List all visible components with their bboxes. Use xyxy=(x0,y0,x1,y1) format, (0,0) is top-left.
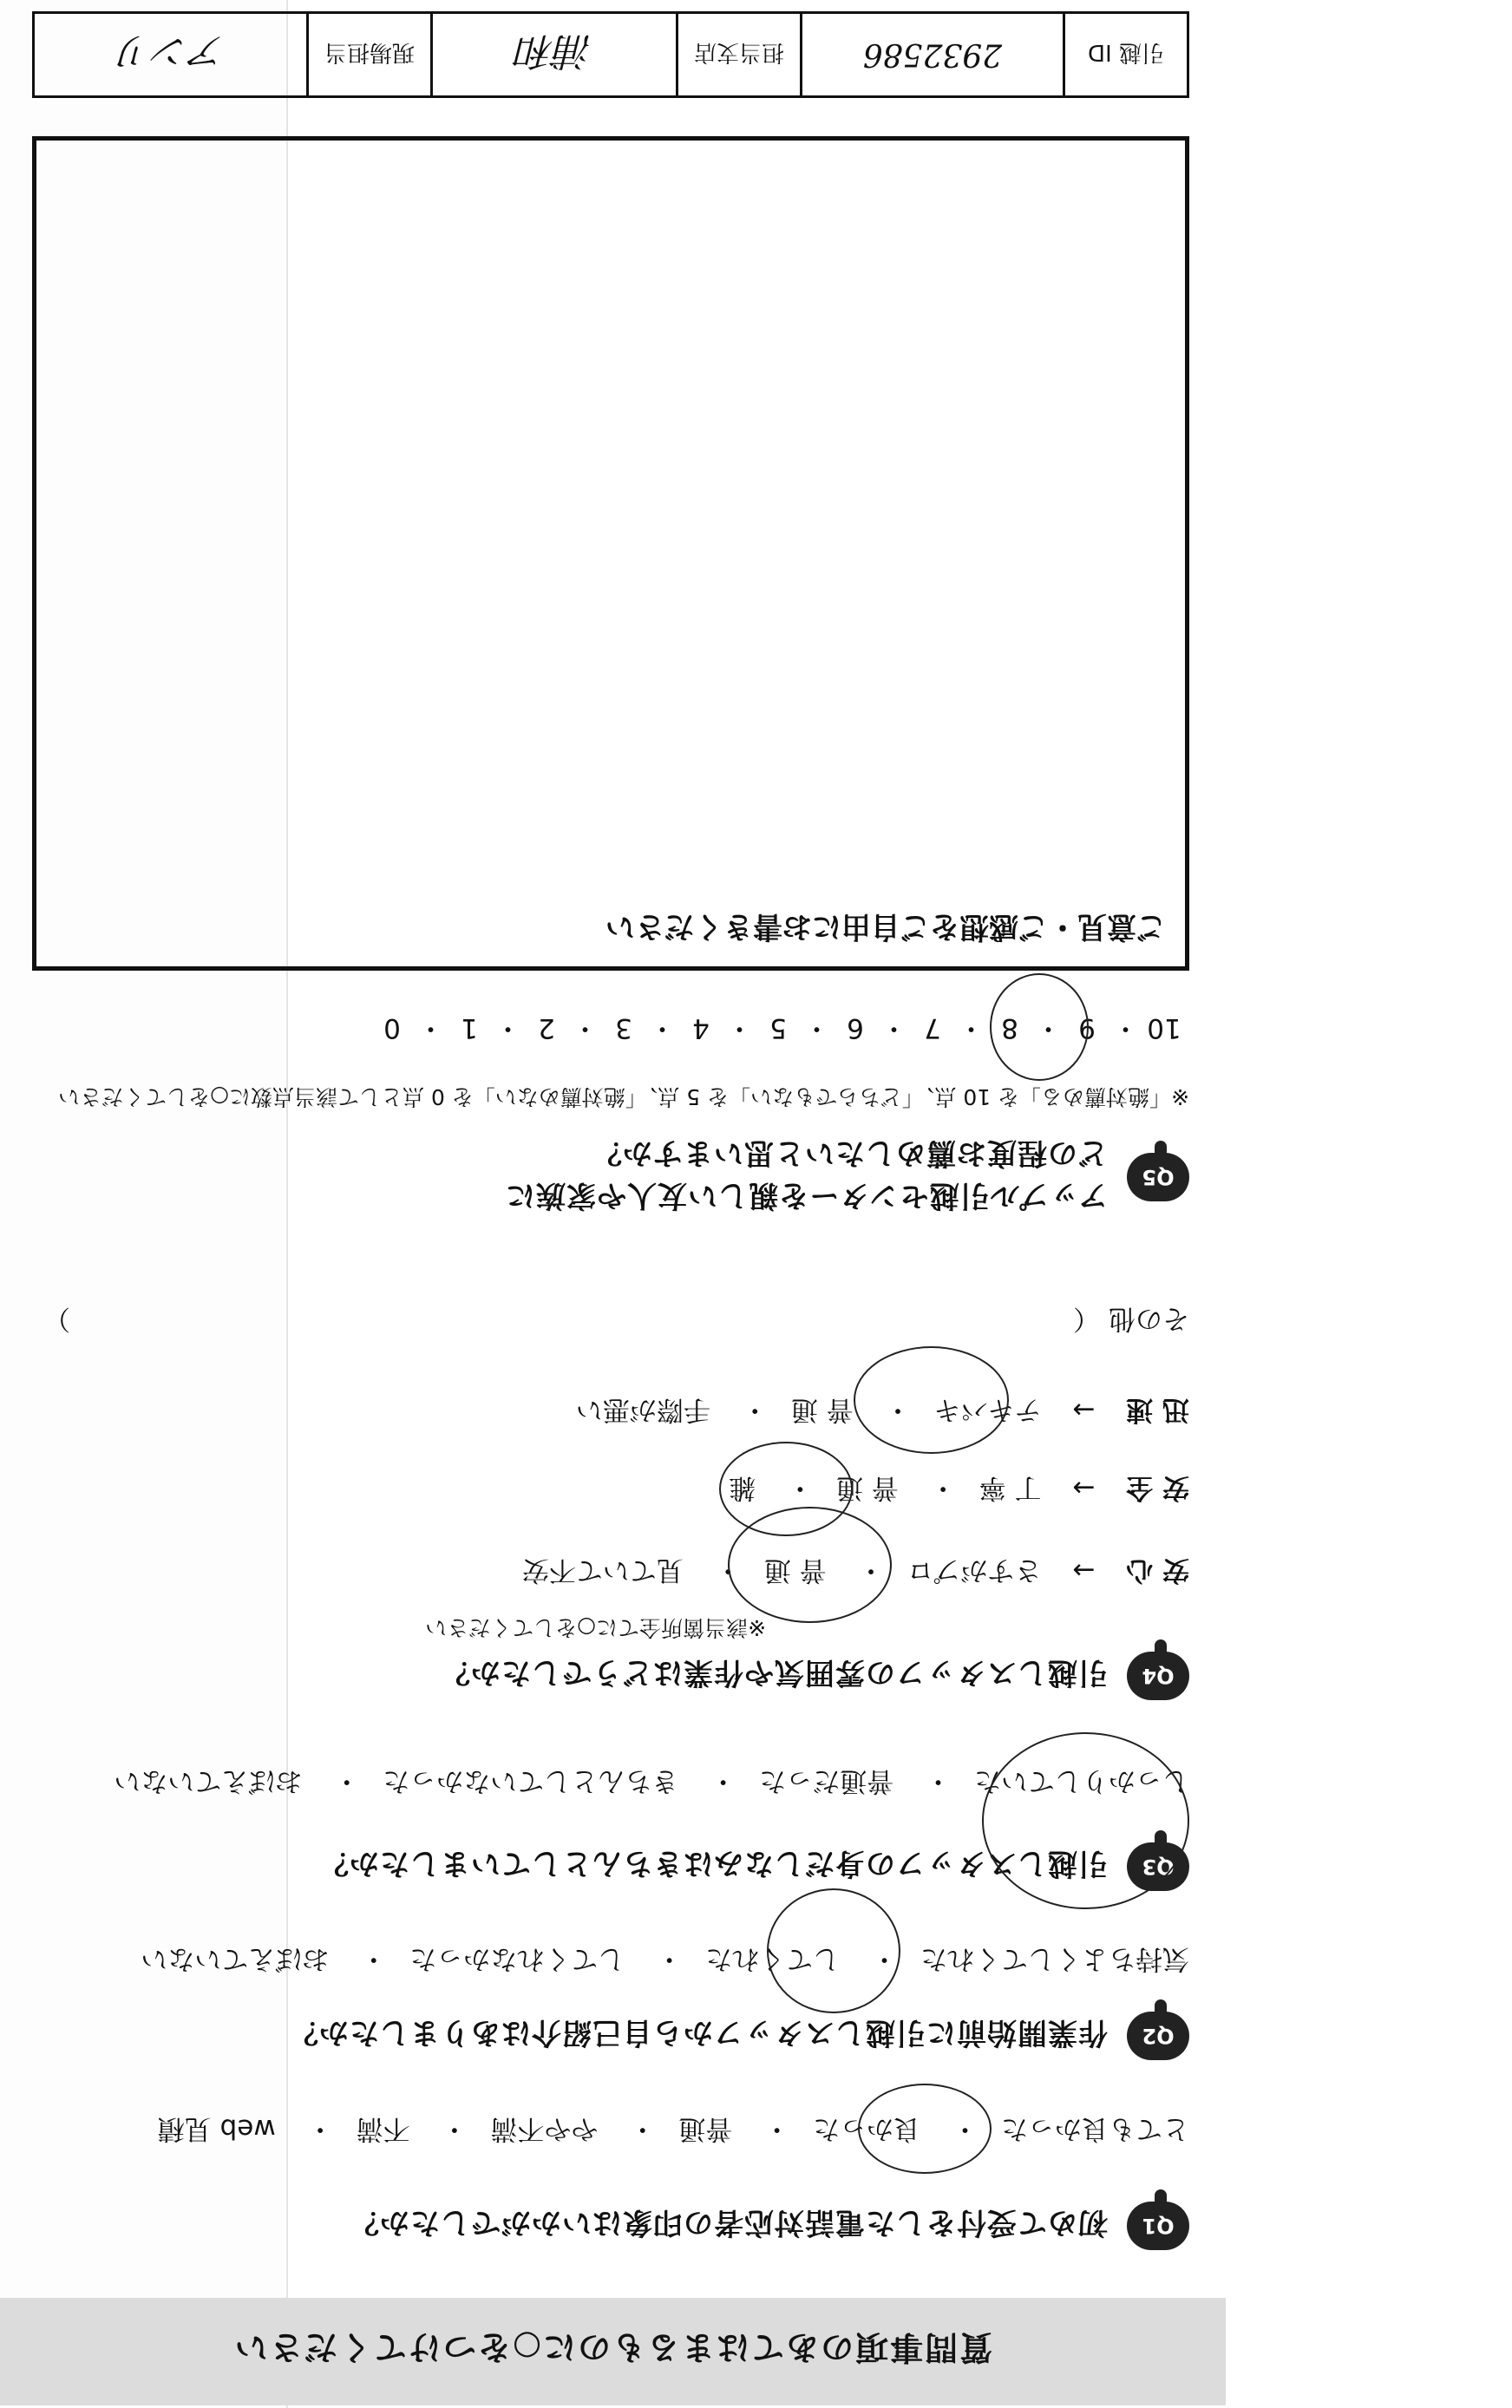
row-label: 迅 速 xyxy=(1126,1394,1189,1425)
instruction-text: 質問事項のあてはまるものに○をつけてください xyxy=(232,2328,993,2366)
id-label: 引越 ID xyxy=(1063,14,1187,95)
option[interactable]: 見ていて不安 xyxy=(521,1554,684,1586)
option[interactable]: 普通 xyxy=(678,2113,733,2144)
q4-jinsoku-circle xyxy=(854,1346,1009,1454)
score-option[interactable]: 5 xyxy=(769,1012,787,1044)
q2-answer-circle xyxy=(767,1888,900,2013)
q5-line2: どの程度お薦めしたいと思いますか？ xyxy=(592,1135,1108,1170)
option[interactable]: 不満 xyxy=(356,2113,410,2144)
option[interactable]: おぼえていない xyxy=(141,1943,330,1974)
option[interactable]: 手際が悪い xyxy=(575,1394,710,1425)
option[interactable]: 丁 寧 xyxy=(979,1472,1042,1503)
q4-note: ※該当箇所全てに○をしてください xyxy=(425,1615,766,1640)
q4-row-anshin: 安 心 → さすがプロ・ 普 通・ 見ていて不安 xyxy=(521,1554,1189,1586)
question-2 xyxy=(288,2012,1189,2060)
score-option[interactable]: 10 xyxy=(1147,1012,1181,1044)
q5-line1: アップル引越センターを親しい友人や家族に xyxy=(505,1178,1108,1213)
branch-value: 浦和 xyxy=(430,14,676,95)
row-label: 安 全 xyxy=(1126,1472,1189,1503)
q3-text: 引越しスタッフの身だしなみはきちんとしていましたか？ xyxy=(318,1846,1108,1881)
q2-text: 作業開始前に引越しスタッフから自己紹介はありましたか？ xyxy=(288,2015,1108,2051)
q2-badge: Q2 xyxy=(1127,2012,1189,2060)
q4-row-anzen: 安 全 → 丁 寧・ 普 通・ 雑 xyxy=(729,1472,1189,1503)
q3-answer-circle xyxy=(982,1732,1189,1909)
q1-options: とても良かった・ 良かった・ 普通・ やや不満・ 不満・ web 見積 xyxy=(157,2113,1189,2144)
option[interactable]: とても良かった xyxy=(1001,2113,1189,2144)
q1-text: 初めて受付をした電話対応者の印象はいかがでしたか？ xyxy=(349,2205,1108,2241)
arrow: → xyxy=(1072,1554,1096,1586)
other-label: その他 （ xyxy=(1073,1303,1189,1334)
q5-note: ※「絶対薦める」を 10 点、「どちらでもない」を 5 点、「絶対薦めない」を 0 点として該当点数に○をしてください xyxy=(58,1084,1189,1109)
option[interactable]: きちんとしていなかった xyxy=(383,1765,679,1796)
option[interactable]: 普 通 xyxy=(790,1394,854,1425)
q4-row-jinsoku: 迅 速 → テキパキ・ 普 通・ 手際が悪い xyxy=(575,1394,1189,1425)
score-option[interactable]: 7 xyxy=(924,1012,941,1044)
q4-other xyxy=(44,1302,1189,1341)
q4-anzen-circle xyxy=(719,1442,853,1536)
comment-title: ご意見・ご感想をご自由にお書きください xyxy=(605,909,1166,944)
question-5 xyxy=(505,1135,1189,1220)
arrow: → xyxy=(1072,1394,1096,1425)
option[interactable]: 普通だった xyxy=(759,1765,894,1796)
q2-options: 気持ちよくしてくれた・ してくれた・ してくれなかった・ おぼえていない xyxy=(141,1943,1189,1974)
q5-scale: 10・9・8・7・6・5・4・3・2・1・0 xyxy=(367,1011,1189,1050)
score-option[interactable]: 2 xyxy=(538,1012,555,1044)
footer-table xyxy=(32,11,1189,98)
option[interactable]: web 見積 xyxy=(157,2113,276,2144)
option[interactable]: しっかりしていた xyxy=(974,1765,1189,1796)
question-4 xyxy=(440,1652,1189,1700)
staff-value: アンリ xyxy=(114,29,227,73)
option[interactable]: 気持ちよくしてくれた xyxy=(920,1943,1189,1974)
option[interactable]: おぼえていない xyxy=(114,1765,303,1796)
q3-badge: Q3 xyxy=(1127,1842,1189,1891)
score-option[interactable]: 9 xyxy=(1078,1012,1096,1044)
option[interactable]: やや不満 xyxy=(490,2113,599,2144)
score-option[interactable]: 0 xyxy=(383,1012,401,1044)
option[interactable]: 良かった xyxy=(813,2113,921,2144)
score-option[interactable]: 1 xyxy=(461,1012,478,1044)
comment-box[interactable] xyxy=(32,136,1189,971)
option[interactable]: 雑 xyxy=(729,1472,756,1503)
option[interactable]: 普 通 xyxy=(763,1554,827,1586)
q3-options: しっかりしていた・ 普通だった・ きちんとしていなかった・ おぼえていない xyxy=(114,1765,1189,1796)
q5-badge: Q5 xyxy=(1127,1153,1189,1201)
option[interactable]: さすがプロ xyxy=(907,1554,1042,1586)
q5-answer-circle xyxy=(990,973,1089,1081)
option[interactable]: してくれなかった xyxy=(409,1943,625,1974)
option[interactable]: してくれた xyxy=(705,1943,841,1974)
staff-label: 現場担当 xyxy=(306,14,430,95)
question-1 xyxy=(349,2202,1189,2250)
q5-text xyxy=(505,1135,1108,1220)
id-value: 2932586 xyxy=(800,14,1063,95)
score-option[interactable]: 3 xyxy=(615,1012,632,1044)
other-close: ） xyxy=(43,1303,70,1334)
q1-badge: Q1 xyxy=(1127,2202,1189,2250)
option[interactable]: テキパキ xyxy=(933,1394,1042,1425)
score-option[interactable]: 4 xyxy=(692,1012,710,1044)
score-option[interactable]: 6 xyxy=(847,1012,864,1044)
q4-text: 引越しスタッフの雰囲気や作業はどうでしたか？ xyxy=(440,1655,1108,1691)
row-label: 安 心 xyxy=(1126,1554,1189,1586)
option[interactable]: 普 通 xyxy=(835,1472,899,1503)
q4-badge: Q4 xyxy=(1127,1652,1189,1700)
q1-answer-circle xyxy=(858,2084,992,2174)
branch-label: 担当支店 xyxy=(676,14,800,95)
score-option[interactable]: 8 xyxy=(1001,1012,1018,1044)
instruction-banner xyxy=(0,2298,1226,2405)
arrow: → xyxy=(1072,1472,1096,1503)
